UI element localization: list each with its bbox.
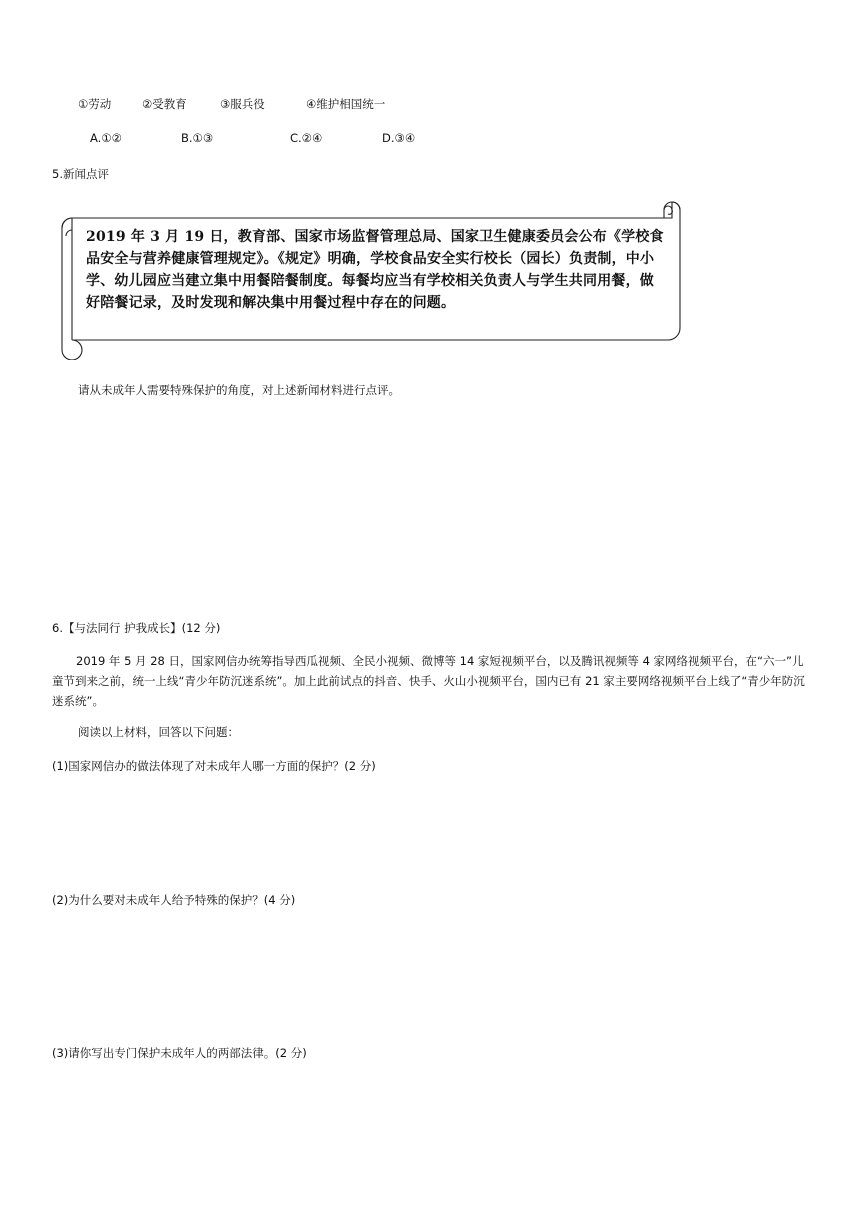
q4-option-a: A.①②	[90, 131, 122, 145]
q5-prompt: 请从未成年人需要特殊保护的角度，对上述新闻材料进行点评。	[78, 383, 400, 397]
q6-question-3: (3)请你写出专门保护未成年人的两部法律。(2 分)	[52, 1046, 307, 1060]
news-text: 2019 年 3 月 19 日，教育部、国家市场监督管理总局、国家卫生健康委员会公布《学校食品安全与营养健康管理规定》。《规定》明确，学校食品安全实行校长（园长）负责制，中小学、幼儿园应当建立集中用餐陪餐制度。每餐均应当有学校相关负责人与学生共同用餐，做好陪餐记录，及时发现和解决集中用餐过程中存在的问题。	[86, 229, 664, 311]
q4-item-4: ④维护相国统一	[306, 97, 386, 111]
q4-item-2: ②受教育	[142, 97, 187, 111]
q6-question-2: (2)为什么要对未成年人给予特殊的保护？(4 分)	[52, 893, 296, 907]
q6-question-1: (1)国家网信办的做法体现了对未成年人哪一方面的保护？(2 分)	[52, 759, 376, 773]
q4-option-c: C.②④	[290, 131, 323, 145]
q4-option-d: D.③④	[382, 131, 416, 145]
q6-material: 2019 年 5 月 28 日，国家网信办统筹指导西瓜视频、全民小视频、微博等 14 家短视频平台，以及腾讯视频等 4 家网络视频平台，在“六一”儿童节到来之前，统一上线“青少年防沉迷系统”。加上此前试点的抖音、快手、火山小视频平台，国内已有 21 家主要网络视频平台上线了“青少年防沉迷系统”。	[52, 654, 805, 708]
q4-item-1: ①劳动	[78, 97, 112, 111]
q5-title: 5.新闻点评	[52, 167, 109, 181]
news-scroll-frame	[52, 198, 684, 360]
q6-instruction: 阅读以上材料，回答以下问题：	[78, 725, 239, 739]
q6-title: 6.【与法同行 护我成长】(12 分)	[52, 621, 221, 635]
q4-option-b: B.①③	[181, 131, 214, 145]
q4-item-3: ③服兵役	[220, 97, 265, 111]
